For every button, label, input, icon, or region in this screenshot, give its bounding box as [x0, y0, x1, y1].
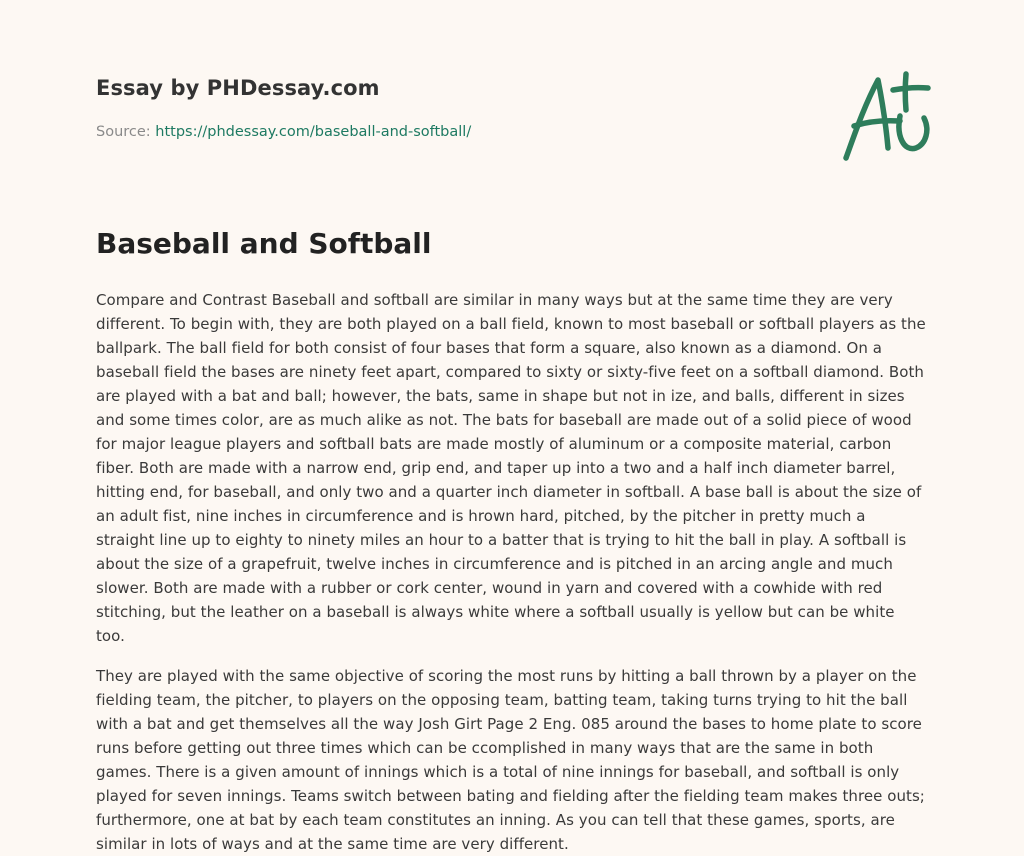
- essay-body: [96, 288, 928, 856]
- essay-title: Baseball and Softball: [96, 227, 432, 260]
- page-header: [96, 0, 928, 190]
- source-label: Source:: [96, 124, 151, 140]
- essay-paragraph: Compare and Contrast Baseball and softball are similar in many ways but at the same time they are very different. To begin with, they are both played on a ball field, known to most baseball or softball players as the ballpark. The ball field for both consist of four bases that form a square, also known as a diamond. On a baseball field the bases are ninety feet apart, compared to sixty or sixty-five feet on a softball diamond. Both are played with a bat and ball; however, the bats, same in shape but not in ize, and balls, different in sizes and some times color, are as much alike as not. The bats for baseball are made out of a solid piece of wood for major league players and softball bats are made mostly of aluminum or a composite material, carbon fiber. Both are made with a narrow end, grip end, and taper up into a two and a half inch diameter barrel, hitting end, for baseball, and only two and a quarter inch diameter in softball. A base ball is about the size of an adult fist, nine inches in circumference and is hrown hard, pitched, by the pitcher in pretty much a straight line up to eighty to ninety miles an hour to a batter that is trying to hit the ball in play. A softball is about the size of a grapefruit, twelve inches in circumference and is pitched in an arcing angle and much slower. Both are made with a rubber or cork center, wound in yarn and covered with a cowhide with red stitching, but the leather on a baseball is always white where a softball usually is yellow but can be white too.: [96, 291, 926, 645]
- essay-paragraph: They are played with the same objective of scoring the most runs by hitting a ball thrown by a player on the fielding team, the pitcher, to players on the opposing team, batting team, taking turns trying to hit the ball with a bat and get themselves all the way Josh Girt Page 2 Eng. 085 around the bases to home plate to score runs before getting out three times which can be ccomplished in many ways that are the same in both games. There is a given amount of innings which is a total of nine innings for baseball, and softball is only played for seven innings. Teams switch between bating and fielding after the fielding team makes three outs; furthermore, one at bat by each team constitutes an inning. As you can tell that these games, sports, are similar in lots of ways and at the same time are very different.: [96, 667, 925, 853]
- source-line: [96, 124, 471, 140]
- site-title: Essay by PHDessay.com: [96, 76, 380, 100]
- a-plus-grade-icon: [826, 66, 936, 166]
- source-link[interactable]: https://phdessay.com/baseball-and-softball/: [155, 124, 472, 140]
